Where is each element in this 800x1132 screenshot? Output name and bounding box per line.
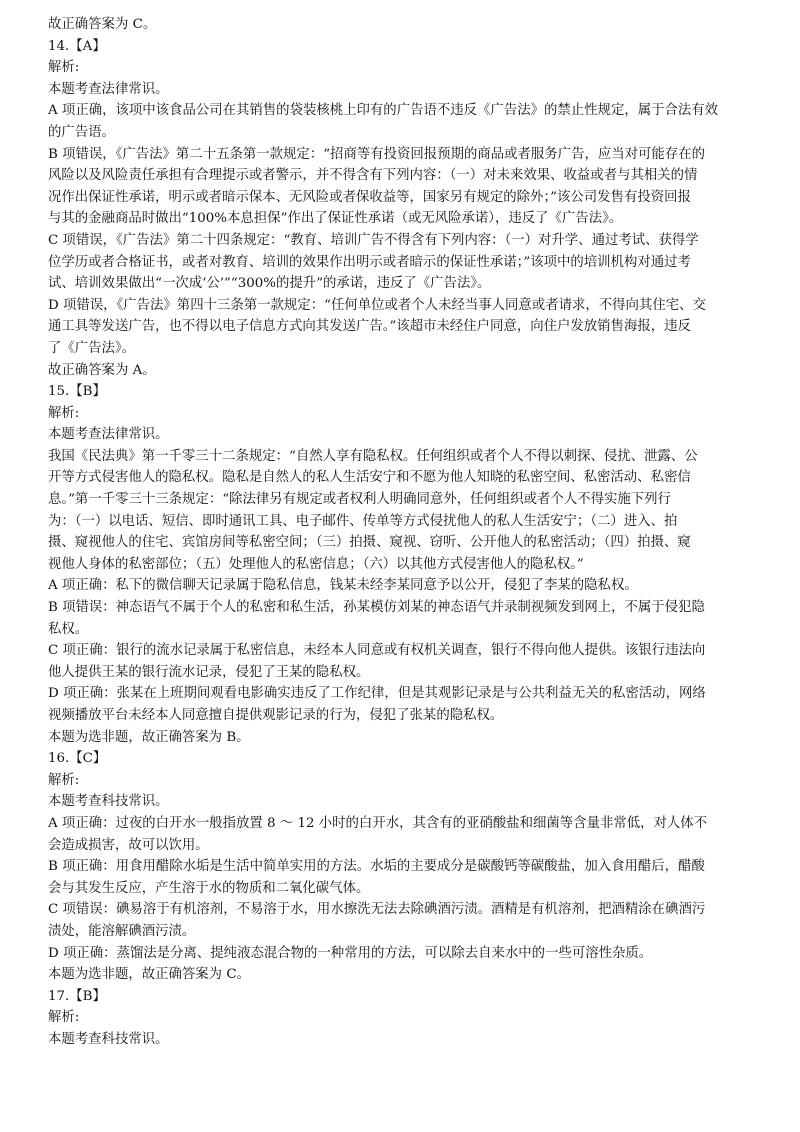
text-line: 开等方式侵害他人的隐私权。隐私是自然人的私人生活安宁和不愿为他人知晓的私密空间、私密活动、私密信 — [48, 470, 691, 486]
text-line: C 项正确：银行的流水记录属于私密信息，未经本人同意或有权机关调查，银行不得向他人提供。该银行违法向 — [48, 643, 706, 659]
text-line: 本题考查法律常识。 — [48, 81, 169, 97]
text-line: A 项正确：私下的微信聊天记录属于隐私信息，钱某未经李某同意予以公开，侵犯了李某的隐私权。 — [48, 578, 638, 594]
text-line: 况作出保证性承诺，明示或者暗示保本、无风险或者保收益等，国家另有规定的除外；”该公司发售有投资回报 — [48, 189, 691, 205]
text-line: D 项正确：张某在上班期间观看电影确实违反了工作纪律，但是其观影记录是与公共利益无关的私密活动，网络 — [48, 686, 706, 702]
text-line: 了《广告法》。 — [48, 340, 136, 356]
text-line: 15.【B】 — [48, 384, 106, 400]
text-line: 与其的金融商品时做出“100%本息担保”作出了保证性承诺（或无风险承诺），违反了《广告法》。 — [48, 211, 623, 227]
text-line: 试、培训效果做出“一次成‘公’”“300%的提升”的承诺，违反了《广告法》。 — [48, 276, 491, 292]
text-line: 视频播放平台未经本人同意擅自提供观影记录的行为，侵犯了张某的隐私权。 — [48, 708, 504, 723]
text-line: C 项错误：碘易溶于有机溶剂，不易溶于水，用水擦洗无法去除碘酒污渍。酒精是有机溶剂，把酒精涂在碘酒污 — [48, 902, 706, 918]
text-line: 本题考查法律常识。 — [48, 427, 169, 443]
text-line: D 项正确：蒸馏法是分离、提纯液态混合物的一种常用的方法，可以除去自来水中的一些可溶性杂质。 — [48, 945, 653, 961]
text-line: 本题为选非题，故正确答案为 C。 — [48, 967, 250, 983]
text-line: 16.【C】 — [48, 751, 107, 767]
text-line: B 项错误，《广告法》第二十五条第一款规定：“招商等有投资回报预期的商品或者服务广告，应当对可能存在的 — [48, 146, 705, 162]
text-line: B 项正确：用食用醋除水垢是生活中简单实用的方法。水垢的主要成分是碳酸钙等碳酸盐，加入食用醋后，醋酸 — [48, 859, 705, 875]
text-line: 会与其发生反应，产生溶于水的物质和二氧化碳气体。 — [48, 880, 370, 896]
text-line: B 项错误：神态语气不属于个人的私密和私生活，孙某模仿刘某的神态语气并录制视频发到网上，不属于侵犯隐 — [48, 600, 705, 616]
text-line: 14.【A】 — [48, 38, 106, 54]
text-line: A 项正确，该项中该食品公司在其销售的袋装核桃上印有的广告语不违反《广告法》的禁止性规定，属于合法有效 — [48, 103, 719, 119]
text-line: C 项错误，《广告法》第二十四条规定：“教育、培训广告不得含有下列内容：（一）对升学、通过考试、获得学 — [48, 232, 699, 248]
text-line: 本题考查科技常识。 — [48, 794, 169, 810]
text-line: 为：（一）以电话、短信、即时通讯工具、电子邮件、传单等方式侵扰他人的私人生活安宁；（二）进入、拍 — [48, 513, 678, 529]
text-line: 故正确答案为 A。 — [48, 362, 156, 378]
text-line: 会造成损害，故可以饮用。 — [48, 837, 209, 853]
text-line: 我国《民法典》第一千零三十二条规定：“自然人享有隐私权。任何组织或者个人不得以刺探、侵扰、泄露、公 — [48, 448, 698, 464]
text-line: 本题为选非题，故正确答案为 B。 — [48, 729, 250, 745]
text-line: 通工具等发送广告，也不得以电子信息方式向其发送广告。”该超市未经住户同意，向住户发放销售海报，违反 — [48, 319, 691, 335]
text-line: 摄、窥视他人的住宅、宾馆房间等私密空间；（三）拍摄、窥视、窃听、公开他人的私密活动；（四）拍摄、窥 — [48, 535, 691, 551]
text-line: 解析: — [48, 405, 80, 421]
text-line: 17.【B】 — [48, 988, 106, 1004]
text-line: 解析: — [48, 772, 80, 788]
text-line: 故正确答案为 C。 — [48, 17, 157, 32]
text-line: 本题考查科技常识。 — [48, 1031, 169, 1047]
document-page — [48, 14, 754, 1051]
text-line: A 项正确：过夜的白开水一般指放置 8 ～ 12 小时的白开水，其含有的亚硝酸盐和细菌等含量非常低，对人体不 — [48, 815, 708, 831]
text-line: 风险以及风险责任承担有合理提示或者警示，并不得含有下列内容：（一）对未来效果、收益或者与其相关的情 — [48, 168, 698, 184]
text-line: 解析: — [48, 1010, 80, 1026]
text-line: D 项错误，《广告法》第四十三条第一款规定：“任何单位或者个人未经当事人同意或者请求，不得向其住宅、交 — [48, 297, 706, 313]
text-line: 的广告语。 — [48, 124, 115, 140]
text-line: 位学历或者合格证书，或者对教育、培训的效果作出明示或者暗示的保证性承诺；”该项中的培训机构对通过考 — [48, 254, 691, 270]
text-line: 息。”第一千零三十三条规定：“除法律另有规定或者权利人明确同意外，任何组织或者个人不得实施下列行 — [48, 492, 671, 508]
text-line: 解析: — [48, 60, 80, 76]
text-line: 视他人身体的私密部位；（五）处理他人的私密信息；（六）以其他方式侵害他人的隐私权。” — [48, 556, 584, 572]
text-line: 私权。 — [48, 621, 89, 637]
text-line: 他人提供王某的银行流水记录，侵犯了王某的隐私权。 — [48, 664, 370, 680]
text-line: 渍处，能溶解碘酒污渍。 — [48, 923, 196, 939]
